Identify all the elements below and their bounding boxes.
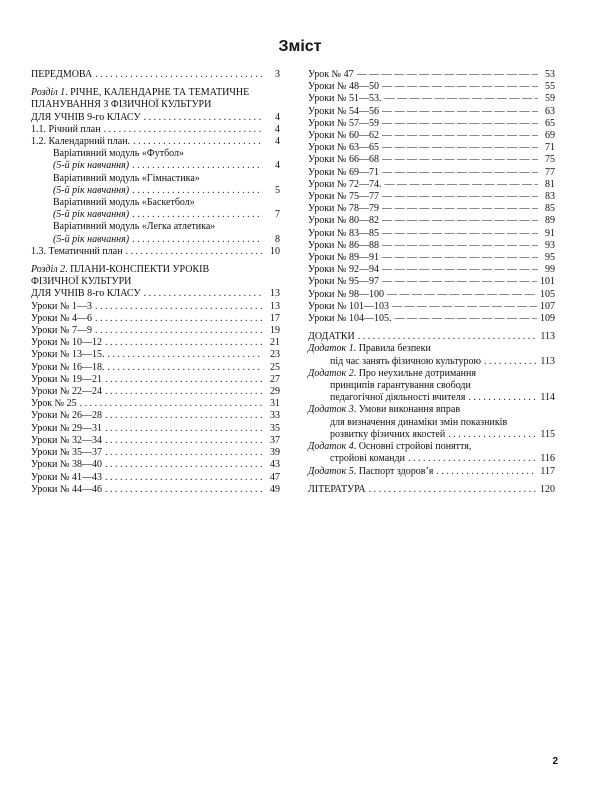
toc-page: 4 (275, 123, 280, 135)
toc-lesson-entry (308, 154, 555, 166)
toc-page: 10 (270, 245, 280, 257)
toc-page: 47 (270, 471, 280, 483)
toc-appendix-2 (308, 368, 555, 405)
toc-left-column (31, 69, 280, 496)
toc-lesson-entry (308, 313, 555, 325)
toc-lesson-entry (308, 276, 555, 288)
section-part-label: Розділ 1 (31, 87, 66, 99)
toc-page: 83 (545, 191, 555, 203)
toc-label: Уроки № 101—103 (308, 300, 389, 312)
toc-label: Уроки № 35—37 (31, 447, 102, 459)
toc-lessons-list-right (308, 69, 555, 325)
toc-page: 107 (540, 300, 555, 312)
toc-lesson-entry (31, 349, 280, 361)
toc-page: 63 (545, 105, 555, 117)
toc-module-gymnastics (31, 173, 280, 197)
toc-lessons-list-left (31, 301, 280, 496)
toc-page: 21 (270, 337, 280, 349)
toc-page: 114 (540, 392, 555, 404)
toc-lesson-entry (31, 374, 280, 386)
toc-lesson-entry (31, 435, 280, 447)
toc-label: Уроки № 48—50 (308, 81, 379, 93)
toc-page: 85 (545, 203, 555, 215)
toc-lesson-entry (31, 313, 280, 325)
toc-lesson-entry (308, 142, 555, 154)
toc-lesson-entry (308, 301, 555, 313)
module-name: Варіативний модуль «Легка атлетика» (53, 221, 216, 233)
toc-lesson-entry (308, 118, 555, 130)
toc-page: 4 (275, 111, 280, 123)
toc-lesson-entry (308, 106, 555, 118)
toc-lesson-entry (31, 337, 280, 349)
toc-label: Уроки № 1—3 (31, 300, 92, 312)
page-number: 2 (552, 756, 558, 767)
toc-label: Уроки № 16—18. (31, 361, 105, 373)
toc-lesson-entry (31, 398, 280, 410)
toc-appendix-5 (308, 466, 555, 478)
toc-label: ЛІТЕРАТУРА (308, 483, 366, 495)
toc-label: Уроки № 22—24 (31, 386, 102, 398)
toc-label: Уроки № 10—12 (31, 337, 102, 349)
toc-lesson-entry (31, 386, 280, 398)
toc-page: 35 (270, 422, 280, 434)
toc-page: 77 (545, 166, 555, 178)
toc-label: Уроки № 26—28 (31, 410, 102, 422)
toc-label: Уроки № 7—9 (31, 325, 92, 337)
toc-entry-appendices (308, 331, 555, 343)
toc-page: 55 (545, 81, 555, 93)
toc-page: 4 (275, 160, 280, 172)
module-name: Варіативний модуль «Футбол» (53, 148, 185, 160)
toc-label: Уроки № 54—56 (308, 105, 379, 117)
toc-lesson-entry (308, 289, 555, 301)
toc-label: педагогічної діяльності вчителя (330, 392, 466, 404)
toc-lesson-entry (308, 228, 555, 240)
toc-label: Уроки № 72—74. (308, 178, 382, 190)
appendix-tag: Додаток 5 (308, 465, 354, 477)
appendix-title-line: . Умови виконання вправ (353, 404, 461, 416)
toc-label: Уроки № 80—82 (308, 215, 379, 227)
toc-label: Уроки № 41—43 (31, 471, 102, 483)
appendix-title-line: . Правила безпеки (353, 343, 431, 355)
toc-module-football (31, 148, 280, 172)
toc-lesson-entry (31, 410, 280, 422)
toc-label: Уроки № 86—88 (308, 239, 379, 251)
toc-page: 109 (540, 313, 555, 325)
toc-label: Уроки № 75—77 (308, 191, 379, 203)
toc-module-athletics (31, 221, 280, 245)
toc-page: 4 (275, 136, 280, 148)
toc-page: 49 (270, 483, 280, 495)
toc-page: 59 (545, 93, 555, 105)
toc-label: Уроки № 95—97 (308, 276, 379, 288)
toc-page: 53 (545, 69, 555, 80)
toc-page: 29 (270, 386, 280, 398)
toc-label: 1.2. Календарний план. (31, 136, 131, 148)
toc-label: Уроки № 57—59 (308, 117, 379, 129)
toc-lesson-entry (308, 252, 555, 264)
toc-page: 8 (275, 233, 280, 245)
toc-label: Урок № 47 (308, 69, 354, 80)
toc-page: 19 (270, 325, 280, 337)
toc-label: розвитку фізичних якостей (330, 428, 446, 440)
toc-lesson-entry (31, 423, 280, 435)
toc-label: Уроки № 13—15. (31, 349, 105, 361)
section-part-label: Розділ 2 (31, 264, 66, 276)
toc-section-1 (31, 87, 280, 124)
toc-page: 95 (545, 252, 555, 264)
toc-page: 17 (270, 312, 280, 324)
toc-label: Уроки № 89—91 (308, 252, 379, 264)
toc-lesson-entry (31, 325, 280, 337)
toc-label: 1.3. Тематичний план (31, 245, 123, 257)
toc-label: Уроки № 98—100 (308, 288, 384, 300)
appendix-title-line: . Основні стройові поняття, (353, 441, 472, 453)
appendix-title-line: . Про неухильне дотримання (353, 367, 476, 379)
toc-page: 23 (270, 349, 280, 361)
toc-entry-1-2 (31, 136, 280, 148)
toc-page: 39 (270, 447, 280, 459)
toc-lesson-entry (308, 130, 555, 142)
toc-page: 37 (270, 434, 280, 446)
toc-appendix-4 (308, 441, 555, 465)
toc-page: 13 (270, 288, 280, 300)
toc-page: 116 (540, 453, 555, 465)
toc-label: ПЕРЕДМОВА (31, 69, 93, 80)
toc-page: 13 (270, 300, 280, 312)
toc-label: Уроки № 60—62 (308, 130, 379, 142)
toc-lesson-entry (31, 484, 280, 496)
toc-page: 65 (545, 117, 555, 129)
toc-page: 81 (545, 178, 555, 190)
toc-lesson-entry (31, 362, 280, 374)
section-title-line: . ПЛАНИ-КОНСПЕКТИ УРОКІВ (65, 264, 210, 276)
toc-section-2 (31, 264, 280, 301)
toc-entry-literature (308, 484, 555, 496)
toc-appendix-3 (308, 404, 555, 441)
toc-lesson-entry (308, 69, 555, 81)
toc-page: 5 (275, 184, 280, 196)
toc-page: 117 (540, 465, 555, 477)
toc-page: 75 (545, 154, 555, 166)
toc-lesson-entry (308, 179, 555, 191)
toc-entry-1-3 (31, 246, 280, 258)
toc-label: Уроки № 38—40 (31, 459, 102, 471)
module-year: (5-й рік навчання) (53, 184, 130, 196)
toc-page: 115 (540, 428, 555, 440)
toc-page: 91 (545, 227, 555, 239)
toc-page: 3 (275, 69, 280, 80)
toc-page: 99 (545, 264, 555, 276)
toc-page: 33 (270, 410, 280, 422)
toc-label: Уроки № 66—68 (308, 154, 379, 166)
toc-label: Уроки № 63—65 (308, 142, 379, 154)
toc-page: 31 (270, 398, 280, 410)
section-title-line: ФІЗИЧНОЇ КУЛЬТУРИ (31, 276, 132, 288)
toc-lesson-entry (308, 81, 555, 93)
toc-page: 71 (545, 142, 555, 154)
toc-right-column (308, 69, 555, 496)
toc-page: 93 (545, 239, 555, 251)
toc-page: 69 (545, 130, 555, 142)
toc-label: Уроки № 29—31 (31, 422, 102, 434)
toc-label: Уроки № 69—71 (308, 166, 379, 178)
toc-label: Уроки № 78—79 (308, 203, 379, 215)
toc-page: 27 (270, 373, 280, 385)
section-title-line: . РІЧНЕ, КАЛЕНДАРНЕ ТА ТЕМАТИЧНЕ (65, 87, 250, 99)
toc-label: Уроки № 51—53. (308, 93, 382, 105)
section-title-line: ПЛАНУВАННЯ З ФІЗИЧНОЇ КУЛЬТУРИ (31, 99, 212, 111)
toc-label: Уроки № 104—105. (308, 313, 392, 325)
toc-page: 25 (270, 361, 280, 373)
toc-label: Уроки № 32—34 (31, 434, 102, 446)
toc-page: 105 (540, 288, 555, 300)
toc-label: ДЛЯ УЧНІВ 8-го КЛАСУ (31, 288, 141, 300)
toc-label: Урок № 25 (31, 398, 77, 410)
toc-lesson-entry (31, 459, 280, 471)
module-name: Варіативний модуль «Гімнастика» (53, 172, 200, 184)
toc-lesson-entry (308, 264, 555, 276)
toc-label: Уроки № 92—94 (308, 264, 379, 276)
toc-page: 120 (540, 483, 555, 495)
toc-page: 43 (270, 459, 280, 471)
toc-label: Уроки № 4—6 (31, 312, 92, 324)
toc-label: Уроки № 44—46 (31, 483, 102, 495)
toc-lesson-entry (31, 472, 280, 484)
module-year: (5-й рік навчання) (53, 233, 130, 245)
appendix-title-line: . Паспорт здоров’я (353, 465, 434, 477)
toc-lesson-entry (31, 301, 280, 313)
appendix-tag: Додаток 2 (308, 367, 354, 379)
page-title: Зміст (278, 38, 322, 55)
toc-lesson-entry (308, 215, 555, 227)
toc-label: ДЛЯ УЧНІВ 9-го КЛАСУ (31, 111, 141, 123)
appendix-tag: Додаток 1 (308, 343, 354, 355)
toc-lesson-entry (308, 203, 555, 215)
appendix-title-line: для визначення динаміки змін показників (330, 416, 508, 428)
appendix-tag: Додаток 3 (308, 404, 354, 416)
toc-page: 113 (540, 331, 555, 343)
toc-page: 7 (275, 209, 280, 221)
toc-page: 113 (540, 355, 555, 367)
toc-label: під час занять фізичною культурою (330, 355, 481, 367)
toc-lesson-entry (308, 167, 555, 179)
toc-label: ДОДАТКИ (308, 331, 355, 343)
toc-page: 89 (545, 215, 555, 227)
toc-label: Уроки № 19—21 (31, 373, 102, 385)
appendix-tag: Додаток 4 (308, 441, 354, 453)
toc-entry-preface (31, 69, 280, 81)
toc-module-basketball (31, 197, 280, 221)
toc-lesson-entry (308, 93, 555, 105)
toc-lesson-entry (308, 191, 555, 203)
toc-page: 101 (540, 276, 555, 288)
toc-label: 1.1. Річний план (31, 123, 101, 135)
toc-appendix-1 (308, 343, 555, 367)
toc-label: Уроки № 83—85 (308, 227, 379, 239)
toc-label: стройові команди (330, 453, 405, 465)
module-year: (5-й рік навчання) (53, 160, 130, 172)
appendix-title-line: принципів гарантування свободи (330, 380, 471, 392)
module-name: Варіативний модуль «Баскетбол» (53, 197, 195, 209)
toc-lesson-entry (31, 447, 280, 459)
toc-entry-1-1 (31, 124, 280, 136)
module-year: (5-й рік навчання) (53, 209, 130, 221)
toc-lesson-entry (308, 240, 555, 252)
